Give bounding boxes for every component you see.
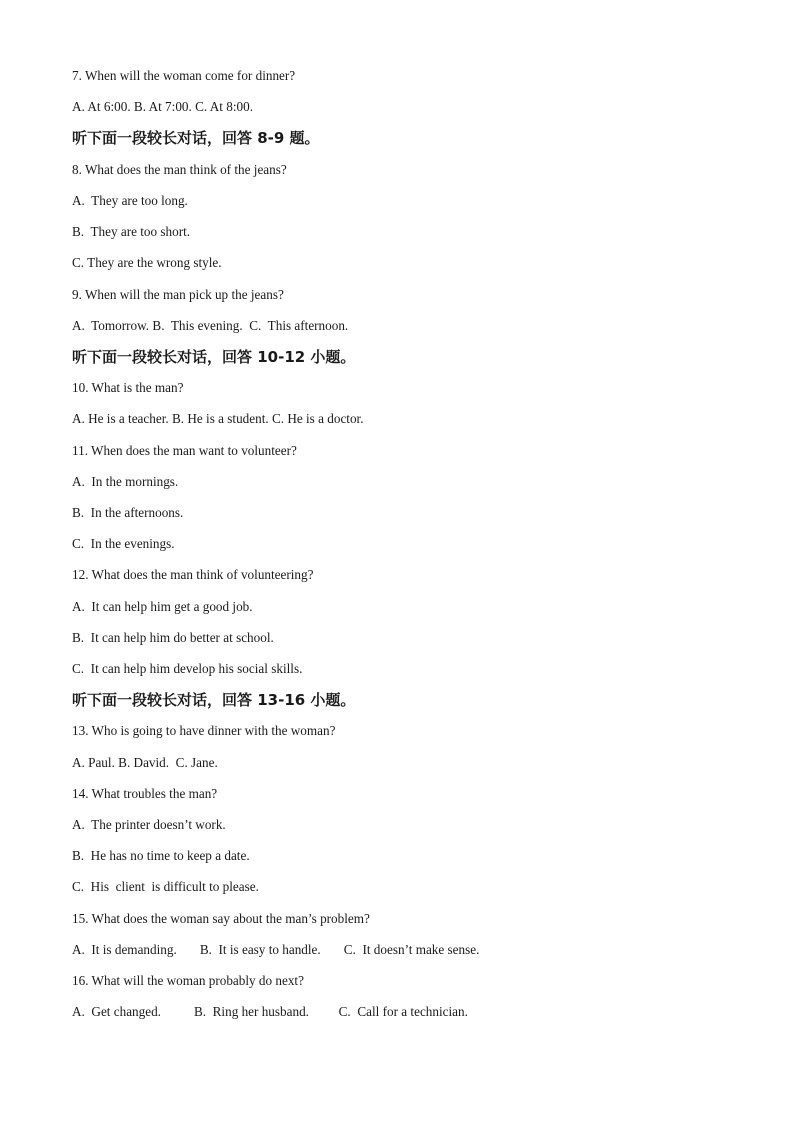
option-14a: A. The printer doesn’t work. — [72, 817, 226, 832]
options-15: A. It is demanding. B. It is easy to handle. C. It doesn’t make sense. — [72, 942, 480, 957]
option-11c: C. In the evenings. — [72, 536, 175, 551]
option-12b: B. It can help him do better at school. — [72, 630, 274, 645]
options-9: A. Tomorrow. B. This evening. C. This afternoon. — [72, 318, 349, 333]
option-8a: A. They are too long. — [72, 193, 188, 208]
option-12c: C. It can help him develop his social skills. — [72, 661, 303, 676]
option-14c: C. His client is difficult to please. — [72, 879, 259, 894]
options-13: A. Paul. B. David. C. Jane. — [72, 755, 218, 770]
option-12a: A. It can help him get a good job. — [72, 599, 253, 614]
question-13: 13. Who is going to have dinner with the woman? — [72, 723, 336, 738]
options-7: A. At 6:00. B. At 7:00. C. At 8:00. — [72, 99, 253, 114]
question-10: 10. What is the man? — [72, 380, 184, 395]
option-11a: A. In the mornings. — [72, 474, 179, 489]
question-14: 14. What troubles the man? — [72, 786, 218, 801]
question-16: 16. What will the woman probably do next? — [72, 973, 304, 988]
option-14b: B. He has no time to keep a date. — [72, 848, 250, 863]
option-8c: C. They are the wrong style. — [72, 255, 222, 270]
section-heading-10-12: 听下面一段较长对话，回答 10-12 小题。 — [72, 348, 356, 366]
question-15: 15. What does the woman say about the man’s problem? — [72, 911, 370, 926]
question-9: 9. When will the man pick up the jeans? — [72, 287, 284, 302]
question-8: 8. What does the man think of the jeans? — [72, 162, 287, 177]
option-8b: B. They are too short. — [72, 224, 191, 239]
question-11: 11. When does the man want to volunteer? — [72, 443, 297, 458]
option-11b: B. In the afternoons. — [72, 505, 184, 520]
section-heading-13-16: 听下面一段较长对话，回答 13-16 小题。 — [72, 691, 356, 709]
options-16: A. Get changed. B. Ring her husband. C. Call for a technician. — [72, 1004, 468, 1019]
question-12: 12. What does the man think of volunteering? — [72, 567, 314, 582]
section-heading-8-9: 听下面一段较长对话，回答 8-9 题。 — [72, 129, 320, 147]
question-7: 7. When will the woman come for dinner? — [72, 68, 296, 83]
options-10: A. He is a teacher. B. He is a student. C. He is a doctor. — [72, 411, 364, 426]
